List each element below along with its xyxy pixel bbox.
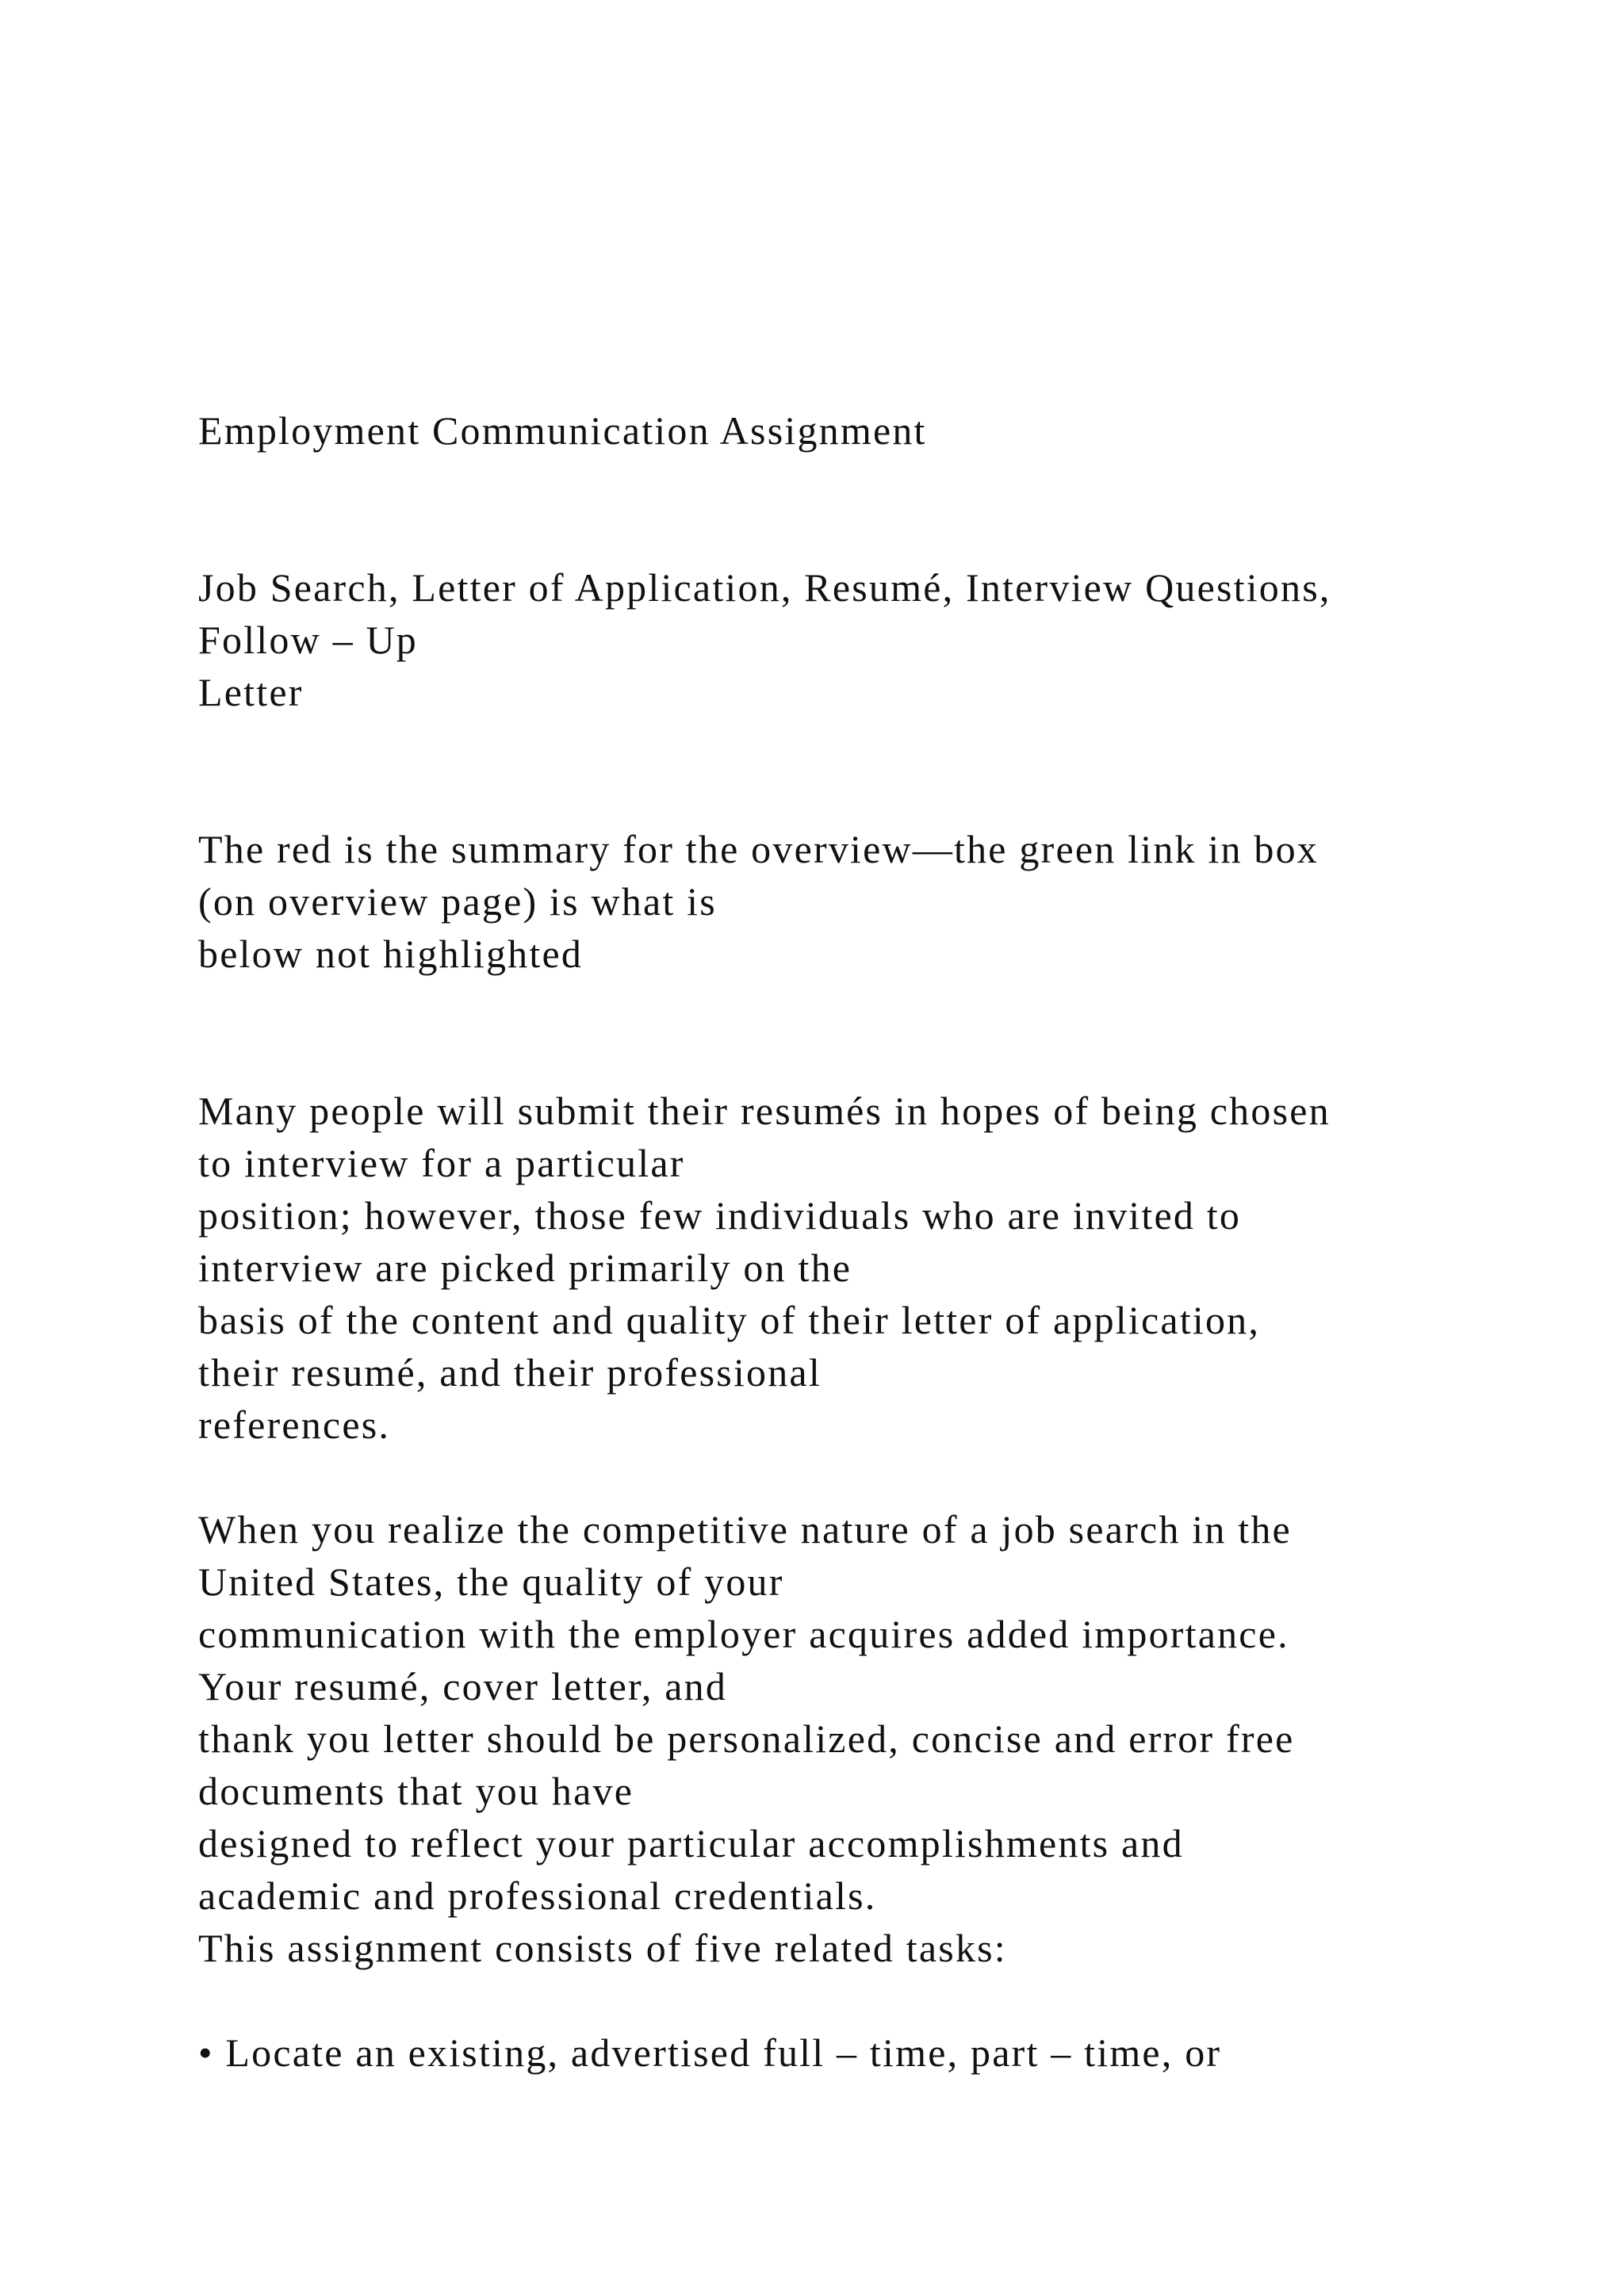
paragraph-line: This assignment consists of five related tasks: [198,1926,1007,1970]
document-title: Employment Communication Assignment [198,408,927,453]
paragraph-line: Many people will submit their resumés in hopes of being chosen [198,1089,1331,1133]
paragraph-line: basis of the content and quality of their letter of application, [198,1298,1261,1342]
note-line: below not highlighted [198,932,584,976]
subtitle-line: Letter [198,670,304,714]
paragraph-line: their resumé, and their professional [198,1350,822,1395]
subtitle-line: Follow – Up [198,618,419,662]
paragraph-line: Your resumé, cover letter, and [198,1664,728,1709]
paragraph-line: United States, the quality of your [198,1559,784,1604]
paragraph-line: to interview for a particular [198,1141,685,1185]
bullet-item: • Locate an existing, advertised full – time, part – time, or [198,2030,1222,2075]
paragraph-line: designed to reflect your particular accomplishments and [198,1821,1184,1866]
paragraph-line: thank you letter should be personalized, concise and error free [198,1716,1295,1761]
note-line: The red is the summary for the overview—the green link in box [198,827,1320,871]
paragraph-line: interview are picked primarily on the [198,1246,852,1290]
paragraph-line: references. [198,1402,391,1447]
paragraph-line: communication with the employer acquires added importance. [198,1612,1289,1656]
paragraph-line: position; however, those few individuals who are invited to [198,1193,1242,1238]
paragraph-line: documents that you have [198,1769,634,1813]
paragraph-line: When you realize the competitive nature of a job search in the [198,1507,1292,1552]
subtitle-line: Job Search, Letter of Application, Resumé, Interview Questions, [198,565,1331,610]
note-line: (on overview page) is what is [198,879,717,924]
paragraph-line: academic and professional credentials. [198,1873,877,1918]
